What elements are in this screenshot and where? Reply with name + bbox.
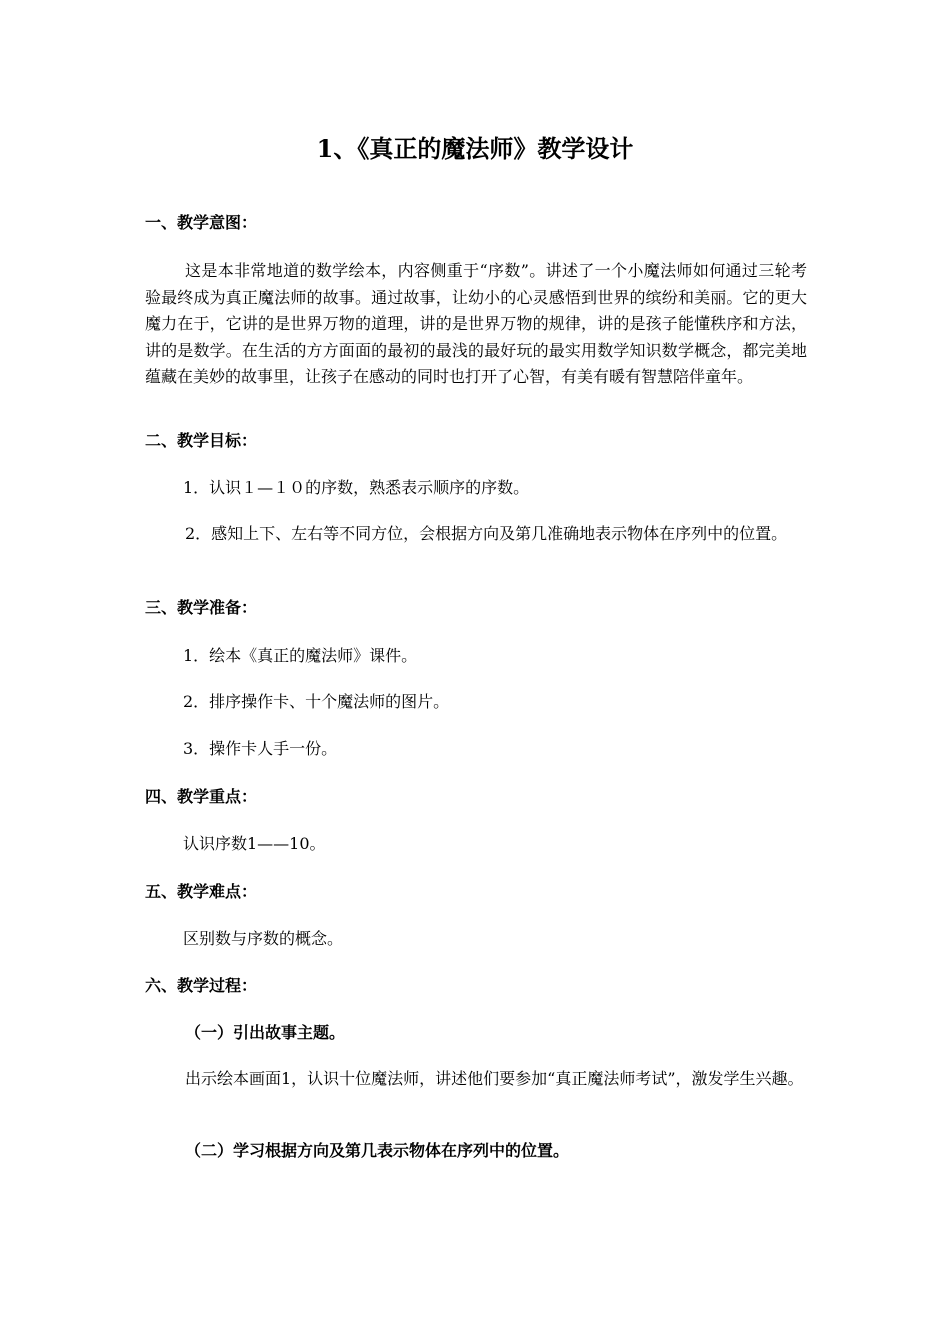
heading-prep: 三、教学准备： bbox=[145, 598, 258, 617]
prep-item-2: 2．排序操作卡、十个魔法师的图片。 bbox=[183, 692, 450, 711]
heading-difficulty: 五、教学难点： bbox=[145, 882, 258, 901]
goal-item-1: 1．认识１—１０的序数，熟悉表示顺序的序数。 bbox=[183, 478, 530, 497]
heading-goals: 二、教学目标： bbox=[145, 431, 258, 450]
paragraph-key: 认识序数1——10。 bbox=[183, 834, 326, 853]
heading-process: 六、教学过程： bbox=[145, 976, 258, 995]
prep-item-3: 3．操作卡人手一份。 bbox=[183, 739, 338, 758]
process-step2-title: （二）学习根据方向及第几表示物体在序列中的位置。 bbox=[185, 1141, 570, 1160]
paragraph-intent: 这是本非常地道的数学绘本，内容侧重于“序数”。讲述了一个小魔法师如何通过三轮考验最终成为真正魔法师的故事。通过故事，让幼小的心灵感悟到世界的缤纷和美丽。它的更大魔力在于，它讲的是世界万物的道理，讲的是世界万物的规律，讲的是孩子能懂秩序和方法，讲的是数学。在生活的方方面面的最初的最浅的最好玩的最实用数学知识数学概念，都完美地蕴藏在美妙的故事里，让孩子在感动的同时也打开了心智，有美有暖有智慧陪伴童年。 bbox=[145, 261, 807, 386]
heading-key: 四、教学重点： bbox=[145, 787, 258, 806]
prep-item-1: 1．绘本《真正的魔法师》课件。 bbox=[183, 646, 418, 665]
process-step1-text: 出示绘本画面1，认识十位魔法师，讲述他们要参加“真正魔法师考试”，激发学生兴趣。 bbox=[185, 1069, 804, 1088]
process-step1-title: （一）引出故事主题。 bbox=[185, 1023, 346, 1042]
document-title: 1、《真正的魔法师》教学设计 bbox=[316, 134, 634, 163]
paragraph-difficulty: 区别数与序数的概念。 bbox=[183, 929, 344, 948]
goal-item-2: 2．感知上下、左右等不同方位，会根据方向及第几准确地表示物体在序列中的位置。 bbox=[185, 524, 788, 543]
heading-intent: 一、教学意图： bbox=[145, 213, 258, 232]
